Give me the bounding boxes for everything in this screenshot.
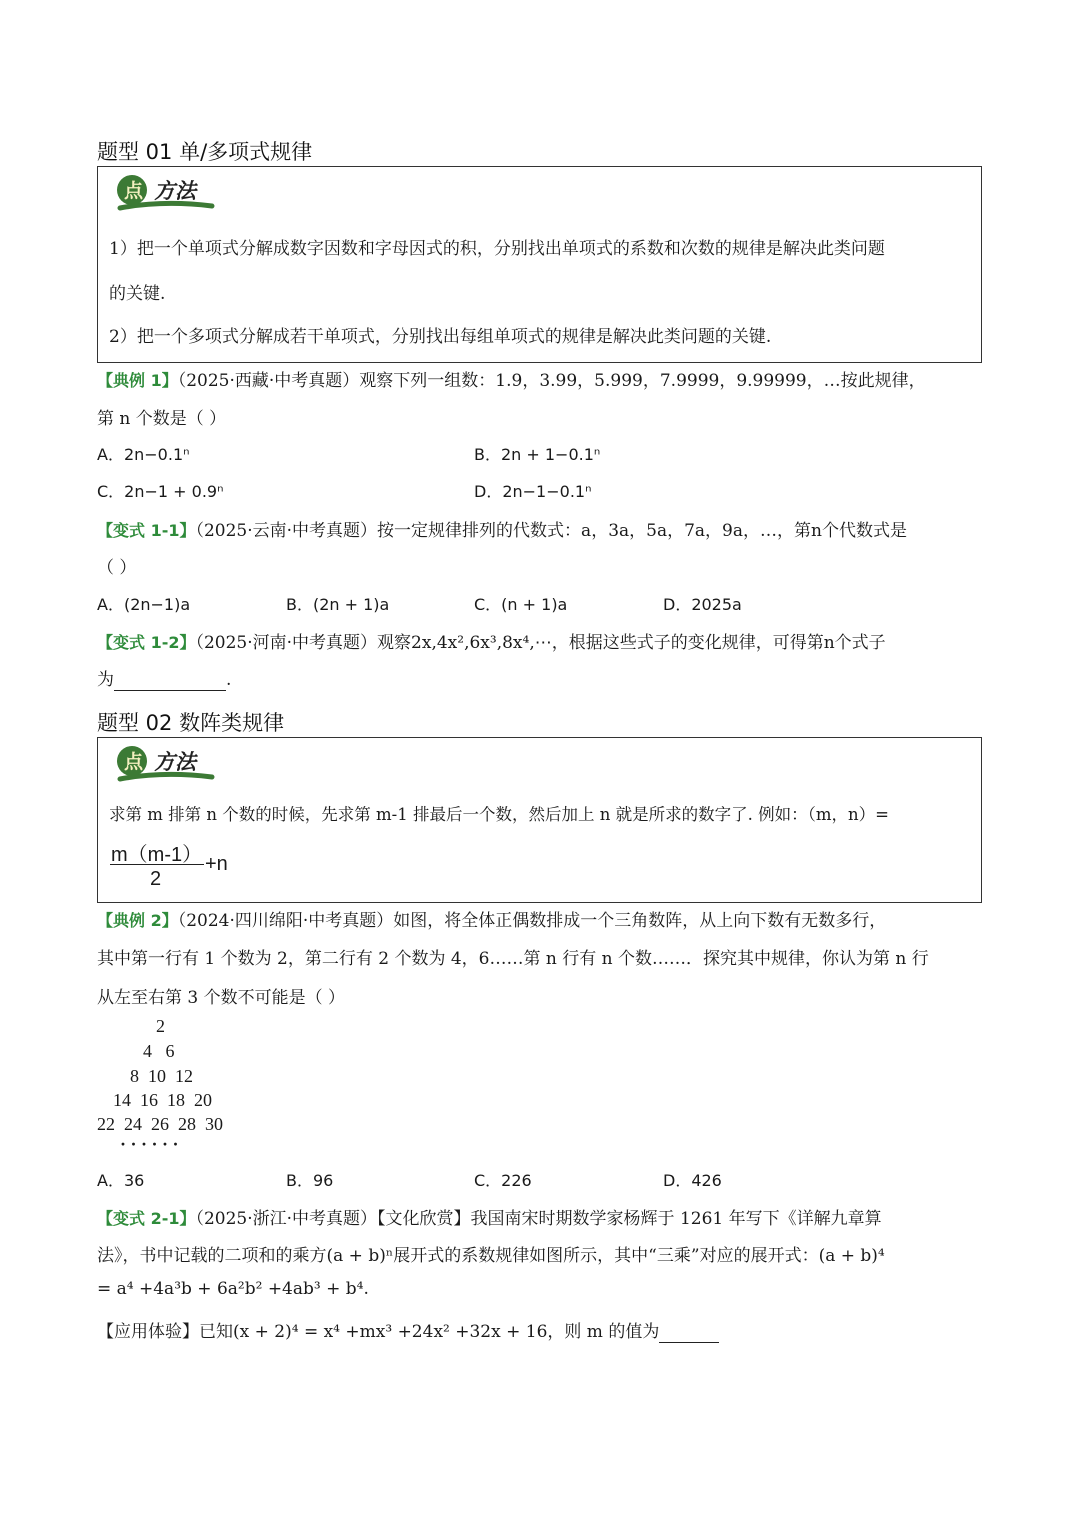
- example1-option-b[interactable]: B．2n + 1−0.1ⁿ: [474, 445, 601, 464]
- variant12-line1: [97, 628, 886, 653]
- method1-line-2: 的关键.: [109, 284, 166, 304]
- example2-line3: 从左至右第 3 个数不可能是（ ）: [97, 988, 346, 1008]
- example1-text1: （2025·西藏·中考真题）观察下列一组数：1.9，3.99，5.999，7.9999，9.99999，…按此规律，: [177, 371, 926, 391]
- example2-line1: [97, 906, 886, 931]
- section1-title: 题型 01 单/多项式规律: [97, 140, 313, 164]
- variant11-option-c[interactable]: C．(n + 1)a: [474, 595, 568, 614]
- method1-line-1: 1）把一个单项式分解成数字因数和字母因式的积，分别找出单项式的系数和次数的规律是解决此类问题: [109, 239, 885, 259]
- section2-title: 题型 02 数阵类规律: [97, 711, 285, 735]
- svg-text:方法: 方法: [154, 178, 196, 203]
- example2-option-a[interactable]: A．36: [97, 1171, 145, 1190]
- method1-line-3: 2）把一个多项式分解成若干单项式，分别找出每组单项式的规律是解决此类问题的关键.: [109, 327, 772, 347]
- triangle-row-4: 14 16 18 20: [113, 1090, 212, 1110]
- example2-line2: 其中第一行有 1 个数为 2，第二行有 2 个数为 4，6……第 n 行有 n 个数……．探究其中规律，你认为第 n 行: [97, 949, 929, 969]
- variant21-line2: 法》，书中记载的二项和的乘方(a + b)ⁿ展开式的系数规律如图所示，其中“三乘”对应的展开式：(a + b)⁴: [97, 1246, 885, 1266]
- variant11-tag: 【变式 1-1】: [97, 521, 196, 540]
- svg-text:点: 点: [124, 751, 144, 773]
- variant21-answer-blank[interactable]: [659, 1322, 719, 1343]
- triangle-ellipsis: · · · · · ·: [120, 1134, 179, 1154]
- variant21-line4: [97, 1317, 719, 1343]
- variant11-text1: （2025·云南·中考真题）按一定规律排列的代数式：a，3a，5a，7a，9a，…，第n个代数式是: [195, 521, 907, 541]
- formula-fraction-bar: [110, 864, 204, 865]
- example1-option-a[interactable]: A．2n−0.1ⁿ: [97, 445, 190, 464]
- variant11-option-b[interactable]: B．(2n + 1)a: [286, 595, 390, 614]
- example2-option-b[interactable]: B．96: [286, 1171, 334, 1190]
- triangle-row-5: 22 24 26 28 30: [97, 1114, 223, 1134]
- variant12-prefix: 为: [97, 670, 114, 690]
- formula-denominator: 2: [150, 868, 162, 890]
- example2-option-c[interactable]: C．226: [474, 1171, 532, 1190]
- svg-text:方法: 方法: [154, 749, 196, 774]
- variant21-line1: [97, 1204, 882, 1229]
- formula-numerator: m（m-1）: [111, 844, 203, 866]
- example1-tag: 【典例 1】: [97, 371, 178, 390]
- variant12-answer-blank[interactable]: [114, 670, 226, 691]
- example1-line1: [97, 366, 926, 391]
- triangle-row-1: 2: [156, 1016, 165, 1036]
- variant11-option-d[interactable]: D．2025a: [663, 595, 742, 614]
- example2-tag: 【典例 2】: [97, 911, 178, 930]
- variant21-tag: 【变式 2-1】: [97, 1209, 196, 1228]
- method-badge-1-icon: [108, 170, 218, 214]
- variant11-line1: [97, 516, 907, 541]
- variant11-option-a[interactable]: A．(2n−1)a: [97, 595, 191, 614]
- triangle-row-3: 8 10 12: [130, 1066, 193, 1086]
- example2-text1: （2024·四川绵阳·中考真题）如图，将全体正偶数排成一个三角数阵，从上向下数有无数多行，: [177, 911, 887, 931]
- variant21-prefix: 【应用体验】已知(x + 2)⁴ = x⁴ +mx³ +24x² +32x + 16，则 m 的值为: [97, 1322, 660, 1342]
- variant12-text1: （2025·河南·中考真题）观察2x,4x²,6x³,8x⁴,⋯，根据这些式子的变化规律，可得第n个式子: [195, 633, 886, 653]
- variant21-line3: = a⁴ +4a³b + 6a²b² +4ab³ + b⁴.: [97, 1279, 369, 1299]
- example1-line2: 第 n 个数是（ ）: [97, 409, 227, 429]
- variant11-line2: （ ）: [97, 558, 137, 578]
- variant12-tag: 【变式 1-2】: [97, 633, 196, 652]
- variant12-line2: [97, 665, 231, 691]
- variant12-suffix: .: [226, 670, 232, 690]
- method2-line: 求第 m 排第 n 个数的时候，先求第 m-1 排最后一个数，然后加上 n 就是所求的数字了. 例如：（m，n）=: [109, 805, 889, 824]
- triangle-row-2: 4 6: [143, 1041, 175, 1061]
- formula-suffix: +n: [205, 853, 228, 875]
- example2-option-d[interactable]: D．426: [663, 1171, 722, 1190]
- example1-option-c[interactable]: C．2n−1 + 0.9ⁿ: [97, 482, 224, 501]
- variant21-text1: （2025·浙江·中考真题）【文化欣赏】我国南宋时期数学家杨辉于 1261 年写下《详解九章算: [195, 1209, 882, 1229]
- example1-option-d[interactable]: D．2n−1−0.1ⁿ: [474, 482, 592, 501]
- method-badge-2-icon: [108, 741, 218, 785]
- svg-text:点: 点: [124, 180, 144, 202]
